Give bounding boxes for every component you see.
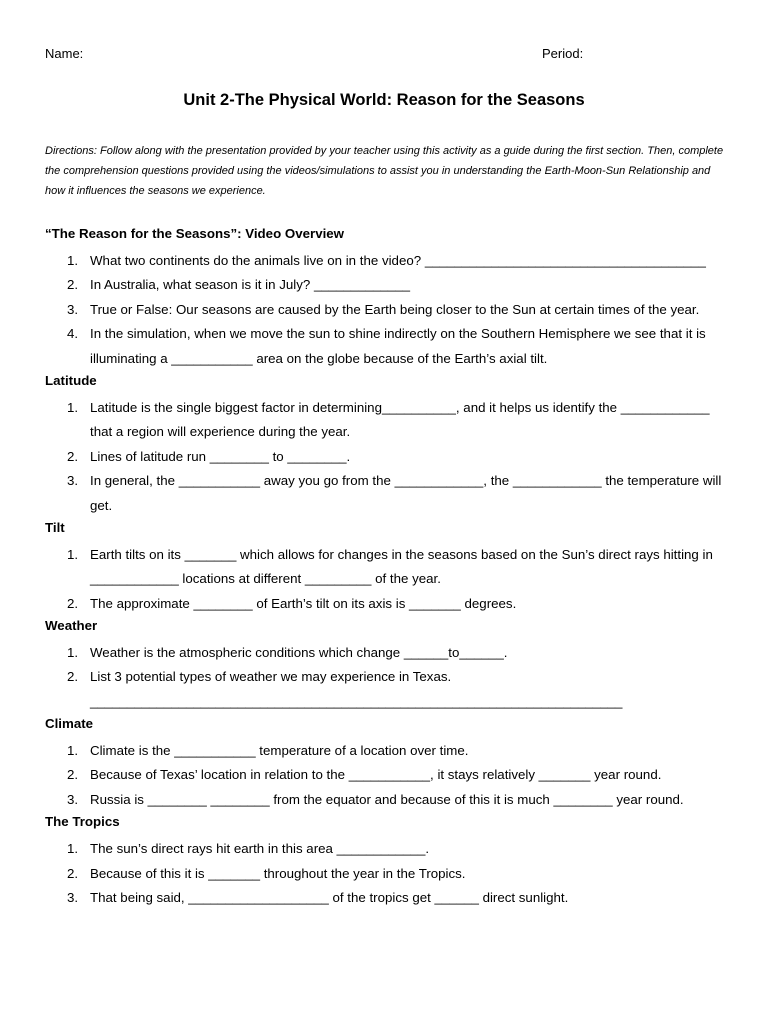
question-text: What two continents do the animals live on in the video? ______________________________________ [90, 252, 706, 268]
question-item [45, 641, 735, 666]
question-text: List 3 potential types of weather we may experience in Texas. [90, 669, 452, 685]
section-heading: “The Reason for the Seasons”: Video Overview [45, 226, 345, 241]
question-number: 2. [67, 448, 79, 464]
question-item [45, 273, 735, 298]
question-item [45, 322, 735, 371]
question-text: Lines of latitude run ________ to ________. [90, 448, 351, 464]
question-text: In general, the ___________ away you go from the ____________, the ____________ the temperature will get. [90, 473, 722, 513]
question-text: Earth tilts on its _______ which allows for changes in the seasons based on the Sun’s direct rays hitting in ____________ locations at different _________ of the year. [90, 546, 713, 587]
question-text: The approximate ________ of Earth’s tilt on its axis is _______ degrees. [90, 595, 517, 611]
question-number: 1. [67, 742, 79, 758]
question-list [45, 543, 735, 617]
question-item [45, 543, 735, 592]
name-label: Name: [45, 46, 84, 61]
question-text: Because of this it is _______ throughout the year in the Tropics. [90, 865, 466, 881]
question-text: Weather is the atmospheric conditions which change ______to______. [90, 644, 508, 660]
question-number: 2. [67, 595, 79, 611]
question-text: Because of Texas’ location in relation to the ___________, it stays relatively _______ year round. [90, 767, 662, 783]
question-list [45, 396, 735, 519]
question-number: 3. [67, 473, 79, 489]
question-text: In the simulation, when we move the sun to shine indirectly on the Southern Hemisphere we see that it is illuminating a ___________ area on the globe because of the Earth’s axial tilt. [90, 326, 706, 366]
question-text: The sun’s direct rays hit earth in this area ____________. [90, 841, 430, 857]
section-heading: Weather [45, 618, 98, 634]
question-number: 2. [67, 865, 79, 881]
question-item [45, 396, 735, 445]
section-heading: The Tropics [45, 814, 120, 830]
question-number: 2. [67, 277, 79, 293]
question-list [45, 739, 735, 813]
directions-text: Directions: Follow along with the presentation provided by your teacher using this activity as a guide during the first section. Then, complete the comprehension questions provided using the videos/simulations to assist you in understanding the Earth-Moon-Sun Relationship and how it influences the seasons we experience. [45, 145, 724, 197]
questions-content [45, 224, 735, 911]
question-number: 3. [67, 301, 79, 317]
question-text: Latitude is the single biggest factor in determining__________, and it helps us identify the ____________ that a region will experience during the year. [90, 399, 710, 440]
question-number: 2. [67, 669, 79, 685]
section-heading: Tilt [45, 520, 65, 536]
question-number: 2. [67, 767, 79, 783]
question-item [45, 788, 735, 813]
question-number: 1. [67, 546, 79, 562]
question-text: Russia is ________ ________ from the equator and because of this it is much ________ year round. [90, 791, 684, 807]
question-number: 3. [67, 890, 79, 906]
question-number: 1. [67, 644, 79, 660]
question-text: In Australia, what season is it in July? _____________ [90, 277, 411, 293]
question-item [45, 837, 735, 862]
answer-line[interactable] [90, 690, 735, 715]
question-number: 4. [67, 326, 79, 342]
question-number: 1. [67, 399, 79, 415]
answer-blank: ________________________________________________________________________ [90, 693, 623, 709]
question-item [45, 445, 735, 470]
question-number: 1. [67, 252, 79, 268]
section-heading: Latitude [45, 373, 97, 389]
question-number: 3. [67, 791, 79, 807]
question-item [45, 763, 735, 788]
question-item [45, 249, 735, 274]
question-item [45, 469, 735, 518]
question-item [45, 592, 735, 617]
question-text: True or False: Our seasons are caused by the Earth being closer to the Sun at certain times of the year. [90, 301, 700, 317]
question-text: Climate is the ___________ temperature of a location over time. [90, 742, 469, 758]
question-list [45, 641, 735, 715]
period-label: Period: [542, 46, 584, 61]
question-item [45, 739, 735, 764]
question-item [45, 298, 735, 323]
page-title: Unit 2-The Physical World: Reason for the Seasons [183, 91, 585, 109]
question-item [45, 886, 735, 911]
question-list [45, 837, 735, 911]
question-item [45, 665, 735, 714]
question-list [45, 249, 735, 372]
question-text: That being said, ___________________ of the tropics get ______ direct sunlight. [90, 890, 569, 906]
question-item [45, 862, 735, 887]
section-heading: Climate [45, 716, 94, 732]
question-number: 1. [67, 841, 79, 857]
